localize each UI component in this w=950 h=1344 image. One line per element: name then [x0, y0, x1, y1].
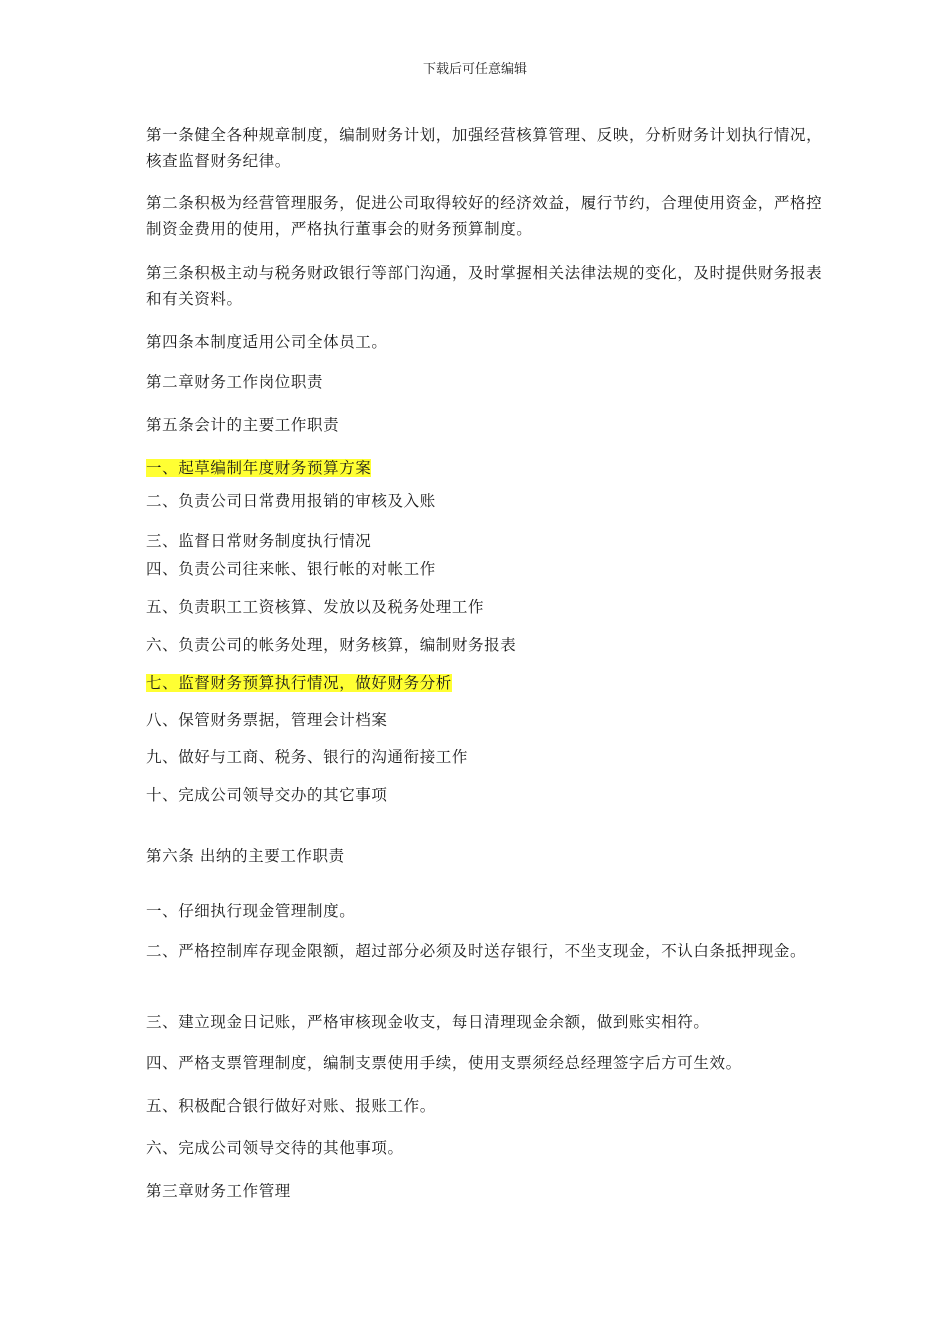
cashier-duty-1: 一、仔细执行现金管理制度。 [146, 902, 356, 920]
cashier-duty-2: 二、严格控制库存现金限额，超过部分必须及时送存银行，不坐支现金，不认白条抵押现金。 [146, 942, 807, 960]
cashier-duty-3: 三、建立现金日记账，严格审核现金收支，每日清理现金余额，做到账实相符。 [146, 1013, 710, 1031]
article-5: 第五条会计的主要工作职责 [146, 416, 340, 434]
cashier-duty-5: 五、积极配合银行做好对账、报账工作。 [146, 1097, 436, 1115]
highlight: 七、监督财务预算执行情况，做好财务分析 [146, 674, 452, 692]
article-4: 第四条本制度适用公司全体员工。 [146, 333, 388, 351]
article-2: 第二条积极为经营管理服务，促进公司取得较好的经济效益，履行节约，合理使用资金，严格控制资金费用的使用，严格执行董事会的财务预算制度。 [146, 194, 823, 238]
cashier-duty-4: 四、严格支票管理制度，编制支票使用手续，使用支票须经总经理签字后方可生效。 [146, 1054, 742, 1072]
accountant-duty-8: 八、保管财务票据，管理会计档案 [146, 711, 388, 729]
chapter-3-title: 第三章财务工作管理 [146, 1182, 291, 1200]
cashier-duty-6: 六、完成公司领导交待的其他事项。 [146, 1139, 404, 1157]
accountant-duty-7 [146, 672, 452, 694]
accountant-duty-6: 六、负责公司的帐务处理，财务核算，编制财务报表 [146, 636, 517, 654]
accountant-duty-3: 三、监督日常财务制度执行情况 [146, 532, 372, 550]
highlight: 一、起草编制年度财务预算方案 [146, 459, 372, 477]
page-header: 下载后可任意编辑 [422, 62, 527, 77]
article-6: 第六条 出纳的主要工作职责 [146, 847, 345, 865]
chapter-2-title: 第二章财务工作岗位职责 [146, 373, 324, 391]
accountant-duty-4: 四、负责公司往来帐、银行帐的对帐工作 [146, 560, 436, 578]
accountant-duty-10: 十、完成公司领导交办的其它事项 [146, 786, 388, 804]
accountant-duty-9: 九、做好与工商、税务、银行的沟通衔接工作 [146, 748, 469, 766]
article-1: 第一条健全各种规章制度，编制财务计划，加强经营核算管理、反映，分析财务计划执行情况，核查监督财务纪律。 [146, 126, 823, 170]
accountant-duty-5: 五、负责职工工资核算、发放以及税务处理工作 [146, 598, 485, 616]
accountant-duty-1 [146, 457, 371, 479]
article-3: 第三条积极主动与税务财政银行等部门沟通，及时掌握相关法律法规的变化，及时提供财务报表和有关资料。 [146, 264, 823, 308]
accountant-duty-2: 二、负责公司日常费用报销的审核及入账 [146, 492, 436, 510]
